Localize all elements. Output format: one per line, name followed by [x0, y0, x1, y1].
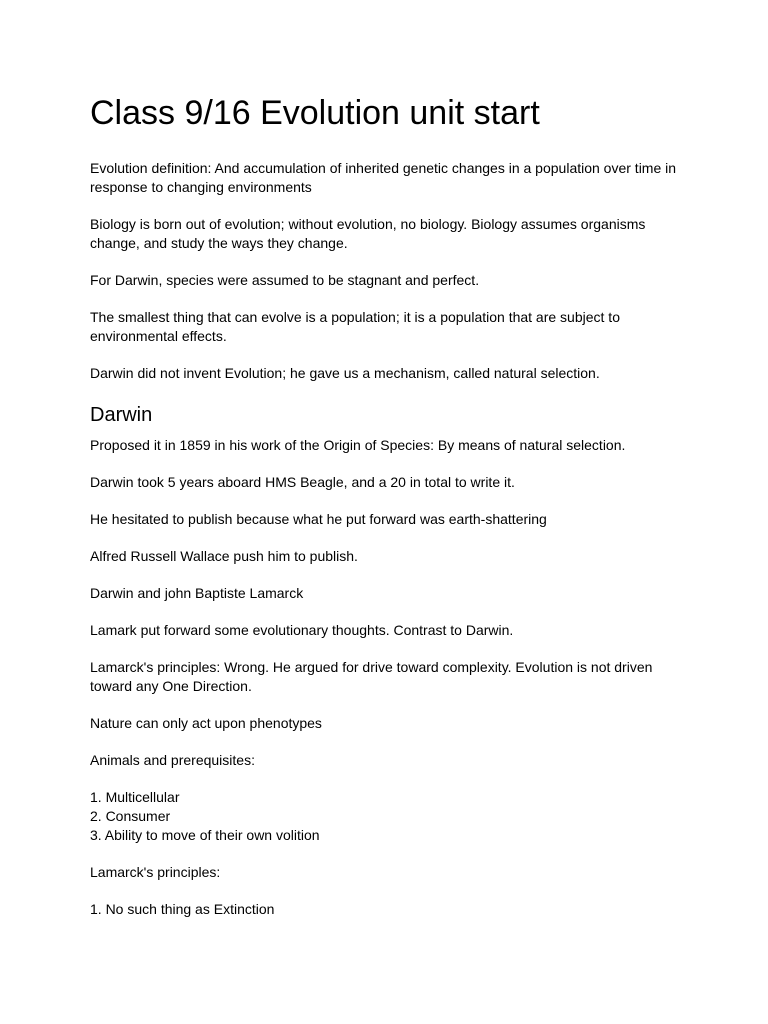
list-item: 3. Ability to move of their own volition — [90, 827, 320, 843]
list-item: 1. Multicellular — [90, 789, 180, 805]
intro-paragraph: Darwin did not invent Evolution; he gave us a mechanism, called natural selection. — [90, 365, 600, 381]
intro-paragraph: For Darwin, species were assumed to be stagnant and perfect. — [90, 272, 480, 288]
prerequisites-list — [90, 788, 680, 845]
lamarck-list — [90, 900, 680, 919]
intro-paragraph: Biology is born out of evolution; without evolution, no biology. Biology assumes organisms change, and study the ways they change. — [90, 216, 646, 251]
intro-paragraph: Evolution definition: And accumulation of inherited genetic changes in a population over time in response to changing environments — [90, 160, 677, 195]
section-paragraph: Lamark put forward some evolutionary thoughts. Contrast to Darwin. — [90, 622, 514, 638]
section-heading: Darwin — [90, 404, 153, 426]
section-paragraph: He hesitated to publish because what he put forward was earth-shattering — [90, 511, 547, 527]
section-paragraph: Alfred Russell Wallace push him to publish. — [90, 548, 358, 564]
section-paragraph: Nature can only act upon phenotypes — [90, 715, 322, 731]
section-paragraph: Animals and prerequisites: — [90, 752, 255, 768]
section-paragraph: Lamarck's principles: Wrong. He argued for drive toward complexity. Evolution is not driven toward any One Direction. — [90, 659, 653, 694]
section-paragraph: Proposed it in 1859 in his work of the Origin of Species: By means of natural selection. — [90, 437, 626, 453]
lamarck-heading: Lamarck's principles: — [90, 864, 221, 880]
section-paragraph: Darwin and john Baptiste Lamarck — [90, 585, 304, 601]
intro-paragraph: The smallest thing that can evolve is a population; it is a population that are subject to environmental effects. — [90, 309, 620, 344]
section-paragraph: Darwin took 5 years aboard HMS Beagle, and a 20 in total to write it. — [90, 474, 515, 490]
list-item: 2. Consumer — [90, 808, 171, 824]
document-title: Class 9/16 Evolution unit start — [90, 94, 540, 132]
list-item: 1. No such thing as Extinction — [90, 901, 275, 917]
